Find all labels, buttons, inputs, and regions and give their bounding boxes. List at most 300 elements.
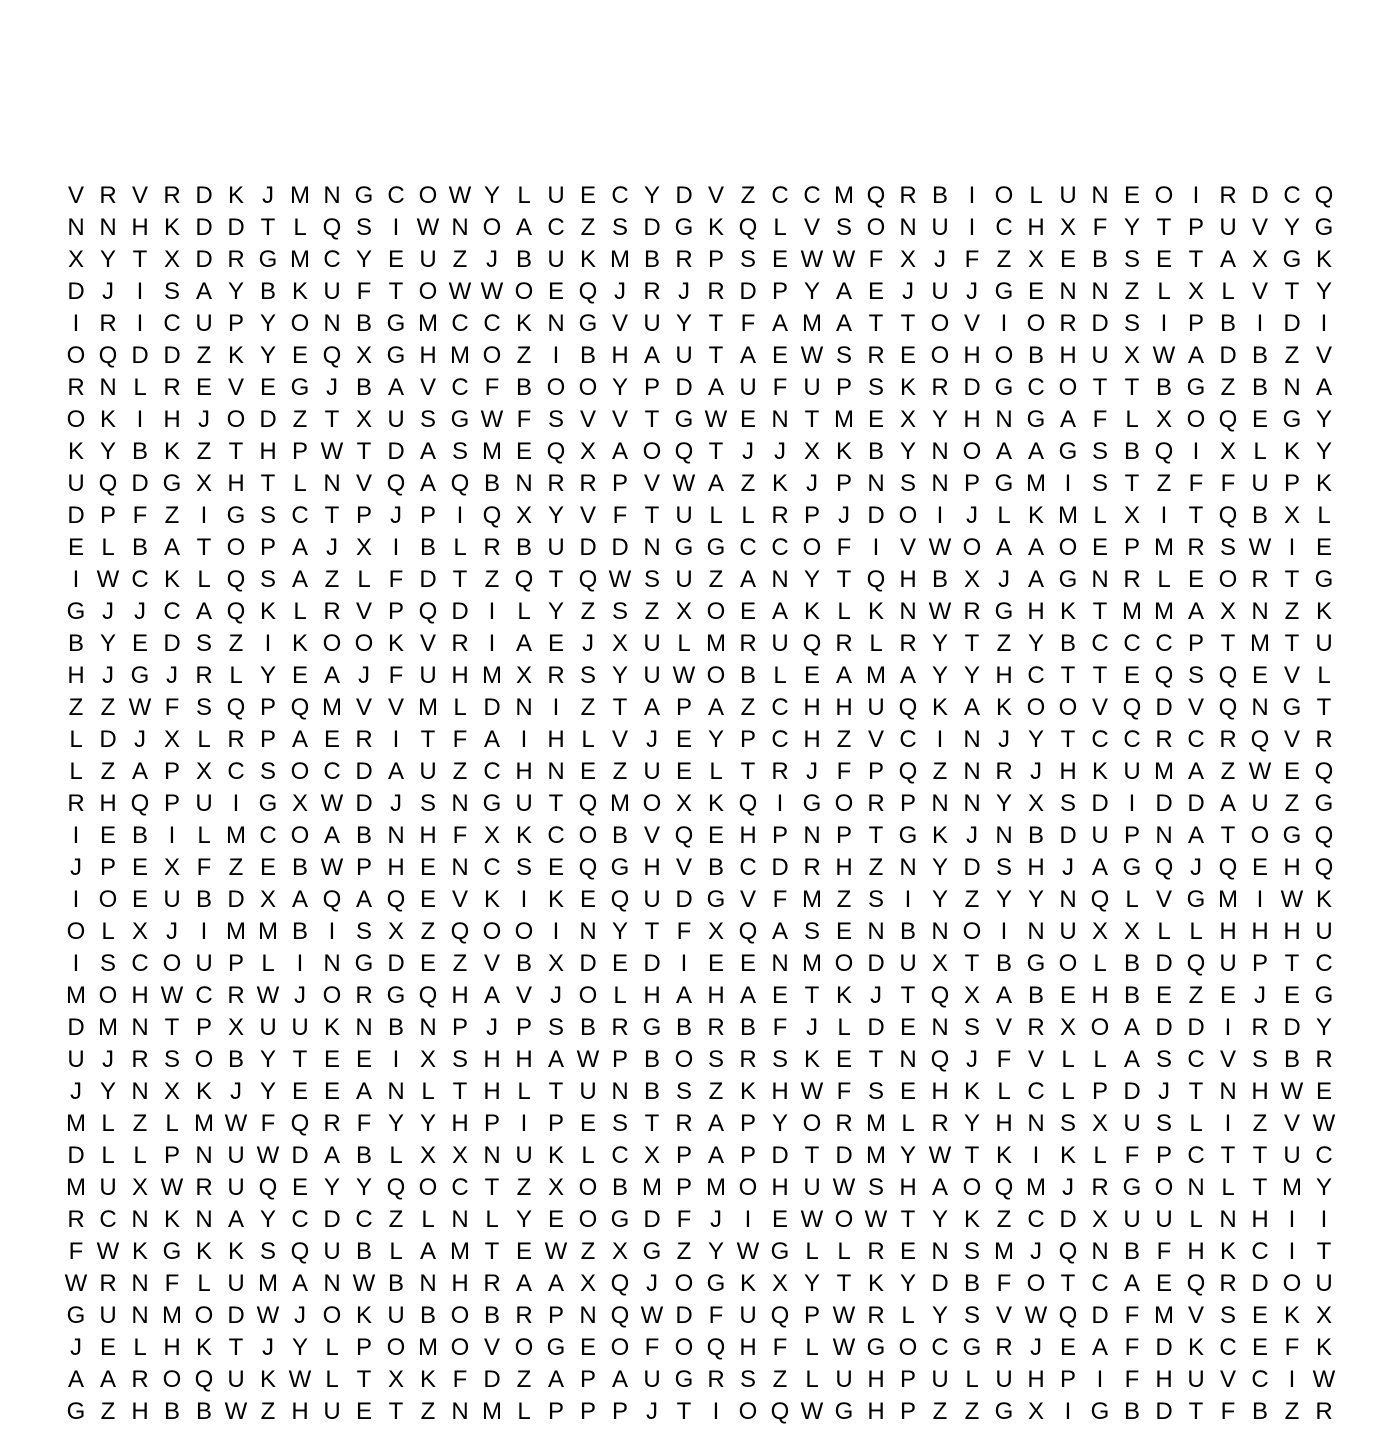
grid-letter: I — [488, 630, 496, 657]
grid-row — [60, 276, 1340, 308]
grid-letter: J — [326, 534, 338, 561]
grid-letter: P — [675, 1142, 692, 1169]
grid-letter: E — [1187, 566, 1204, 593]
grid-letter: W — [800, 246, 824, 273]
grid-letter: U — [547, 534, 565, 561]
grid-letter: T — [804, 406, 820, 433]
grid-letter: A — [419, 470, 436, 497]
grid-row — [60, 724, 1340, 756]
grid-letter: R — [899, 182, 917, 209]
grid-letter: D — [1155, 950, 1173, 977]
grid-letter: E — [707, 822, 724, 849]
grid-letter: J — [806, 1014, 818, 1041]
grid-letter: G — [1186, 886, 1206, 913]
grid-letter: W — [800, 342, 824, 369]
grid-letter: E — [899, 342, 916, 369]
grid-letter: Z — [132, 1110, 148, 1137]
grid-letter: Q — [194, 1366, 214, 1393]
grid-letter: B — [483, 470, 500, 497]
grid-letter: N — [419, 1014, 437, 1041]
grid-letter: U — [739, 374, 757, 401]
grid-letter: X — [1091, 1206, 1108, 1233]
grid-letter: G — [386, 342, 406, 369]
grid-letter: U — [1219, 950, 1237, 977]
grid-letter: R — [99, 182, 117, 209]
grid-letter: E — [867, 406, 884, 433]
grid-letter: D — [611, 534, 629, 561]
grid-letter: V — [1283, 1110, 1300, 1137]
grid-letter: N — [131, 1206, 149, 1233]
grid-letter: A — [995, 438, 1012, 465]
grid-letter: B — [515, 374, 532, 401]
grid-letter: T — [548, 1078, 564, 1105]
grid-letter: D — [131, 342, 149, 369]
grid-letter: D — [1251, 182, 1269, 209]
grid-letter: A — [739, 982, 756, 1009]
grid-letter: L — [133, 1142, 147, 1169]
grid-letter: S — [195, 694, 212, 721]
grid-letter: Y — [259, 662, 276, 689]
grid-letter: X — [611, 1238, 628, 1265]
grid-letter: E — [1315, 1078, 1332, 1105]
grid-letter: X — [483, 822, 500, 849]
grid-letter: B — [1283, 1046, 1300, 1073]
grid-letter: O — [1058, 534, 1078, 561]
grid-letter: E — [1059, 1334, 1076, 1361]
grid-letter: Q — [770, 1302, 790, 1329]
grid-letter: L — [1189, 1110, 1203, 1137]
grid-letter: O — [610, 1334, 630, 1361]
grid-letter: E — [1091, 534, 1108, 561]
grid-letter: F — [772, 1014, 788, 1041]
grid-letter: C — [1187, 1046, 1205, 1073]
grid-letter: P — [1251, 950, 1268, 977]
grid-letter: C — [899, 726, 917, 753]
grid-letter: D — [867, 950, 885, 977]
grid-letter: K — [995, 1142, 1012, 1169]
grid-letter: B — [643, 1046, 660, 1073]
grid-letter: V — [643, 470, 660, 497]
grid-letter: I — [72, 950, 80, 977]
grid-letter: Z — [228, 630, 244, 657]
grid-letter: M — [610, 790, 630, 817]
grid-letter: L — [517, 182, 531, 209]
grid-letter: N — [963, 758, 981, 785]
grid-letter: N — [323, 470, 341, 497]
grid-letter: X — [1155, 406, 1172, 433]
grid-letter: R — [227, 982, 245, 1009]
grid-letter: O — [66, 406, 86, 433]
grid-letter: A — [611, 438, 628, 465]
grid-letter: D — [1059, 1206, 1077, 1233]
grid-letter: L — [709, 502, 723, 529]
grid-letter: O — [482, 918, 502, 945]
grid-letter: R — [1315, 726, 1333, 753]
grid-letter: J — [1062, 854, 1074, 881]
grid-letter: K — [707, 790, 724, 817]
grid-letter: B — [355, 310, 372, 337]
grid-letter: Y — [611, 918, 628, 945]
grid-letter: L — [1125, 406, 1139, 433]
grid-letter: I — [1160, 502, 1168, 529]
grid-letter: S — [963, 1014, 980, 1041]
grid-letter: R — [1219, 1270, 1237, 1297]
grid-letter: Z — [1124, 278, 1140, 305]
grid-letter: K — [547, 1142, 564, 1169]
grid-letter: H — [963, 342, 981, 369]
grid-letter: Y — [291, 1334, 308, 1361]
grid-letter: B — [195, 1398, 212, 1425]
grid-letter: Y — [1027, 886, 1044, 913]
grid-row — [60, 692, 1340, 724]
grid-letter: O — [1090, 1014, 1110, 1041]
grid-letter: Q — [546, 438, 566, 465]
grid-letter: O — [994, 342, 1014, 369]
grid-letter: X — [419, 1142, 436, 1169]
grid-letter: O — [834, 790, 854, 817]
grid-letter: W — [672, 470, 696, 497]
grid-letter: Y — [1123, 214, 1140, 241]
grid-letter: U — [1123, 1206, 1141, 1233]
grid-letter: E — [1315, 534, 1332, 561]
grid-letter: V — [1251, 278, 1268, 305]
grid-letter: R — [1091, 1174, 1109, 1201]
grid-letter: Z — [996, 630, 1012, 657]
grid-letter: V — [387, 694, 404, 721]
grid-letter: N — [323, 1270, 341, 1297]
grid-letter: R — [99, 310, 117, 337]
grid-letter: F — [68, 1238, 84, 1265]
grid-letter: Y — [547, 502, 564, 529]
grid-letter: U — [867, 694, 885, 721]
grid-letter: Z — [100, 694, 116, 721]
grid-letter: E — [675, 758, 692, 785]
grid-letter: Q — [1314, 822, 1334, 849]
grid-letter: A — [195, 278, 212, 305]
grid-letter: P — [835, 374, 852, 401]
grid-letter: P — [99, 854, 116, 881]
grid-letter: B — [1123, 950, 1140, 977]
grid-letter: O — [322, 982, 342, 1009]
grid-letter: X — [515, 662, 532, 689]
grid-letter: P — [579, 1366, 596, 1393]
grid-letter: U — [547, 246, 565, 273]
grid-letter: S — [675, 1078, 692, 1105]
grid-letter: M — [258, 918, 278, 945]
grid-letter: L — [1061, 1046, 1075, 1073]
grid-letter: K — [259, 598, 276, 625]
grid-letter: E — [515, 438, 532, 465]
grid-letter: F — [1156, 1238, 1172, 1265]
grid-letter: B — [1123, 438, 1140, 465]
grid-letter: K — [1219, 1238, 1236, 1265]
grid-letter: D — [963, 854, 981, 881]
grid-letter: F — [164, 694, 180, 721]
grid-letter: F — [452, 726, 468, 753]
grid-letter: I — [1288, 1206, 1296, 1233]
grid-letter: V — [1219, 1366, 1236, 1393]
grid-letter: N — [1091, 182, 1109, 209]
grid-letter: I — [872, 534, 880, 561]
grid-letter: R — [1123, 566, 1141, 593]
grid-letter: Y — [803, 566, 820, 593]
grid-letter: O — [450, 1302, 470, 1329]
grid-letter: U — [835, 1366, 853, 1393]
grid-letter: A — [611, 1366, 628, 1393]
grid-letter: Y — [899, 438, 916, 465]
grid-letter: D — [675, 374, 693, 401]
grid-letter: C — [1315, 1142, 1333, 1169]
grid-letter: I — [552, 694, 560, 721]
grid-letter: Y — [707, 726, 724, 753]
grid-letter: N — [995, 822, 1013, 849]
grid-letter: B — [355, 822, 372, 849]
grid-letter: K — [1315, 246, 1332, 273]
grid-letter: N — [547, 310, 565, 337]
grid-letter: O — [546, 374, 566, 401]
grid-letter: S — [579, 662, 596, 689]
grid-letter: G — [1282, 246, 1302, 273]
grid-letter: Z — [196, 342, 212, 369]
grid-letter: C — [1187, 726, 1205, 753]
grid-letter: T — [612, 694, 628, 721]
grid-letter: H — [483, 1078, 501, 1105]
grid-letter: J — [262, 1334, 274, 1361]
grid-letter: W — [640, 1302, 664, 1329]
grid-letter: G — [1026, 950, 1046, 977]
grid-letter: Q — [418, 598, 438, 625]
grid-letter: B — [611, 822, 628, 849]
grid-row — [60, 1364, 1340, 1396]
grid-letter: Y — [931, 406, 948, 433]
grid-letter: D — [579, 950, 597, 977]
grid-letter: R — [1251, 566, 1269, 593]
grid-letter: O — [930, 310, 950, 337]
grid-letter: L — [1093, 950, 1107, 977]
grid-letter: Z — [452, 758, 468, 785]
grid-letter: E — [515, 1238, 532, 1265]
grid-letter: L — [965, 1366, 979, 1393]
grid-letter: J — [390, 502, 402, 529]
grid-row — [60, 660, 1340, 692]
grid-letter: W — [224, 1398, 248, 1425]
grid-letter: L — [197, 1270, 211, 1297]
grid-letter: P — [867, 758, 884, 785]
grid-letter: E — [899, 1078, 916, 1105]
grid-letter: O — [290, 310, 310, 337]
grid-letter: S — [547, 1014, 564, 1041]
grid-letter: B — [387, 1014, 404, 1041]
grid-letter: W — [832, 1334, 856, 1361]
grid-letter: S — [419, 406, 436, 433]
grid-letter: W — [1152, 342, 1176, 369]
grid-letter: C — [739, 854, 757, 881]
grid-letter: S — [419, 790, 436, 817]
grid-letter: H — [867, 1398, 885, 1425]
grid-letter: W — [544, 1238, 568, 1265]
grid-letter: Z — [996, 246, 1012, 273]
grid-letter: W — [800, 1398, 824, 1425]
grid-letter: N — [387, 1078, 405, 1105]
grid-letter: N — [643, 534, 661, 561]
grid-letter: Y — [803, 1270, 820, 1297]
grid-letter: D — [1251, 1270, 1269, 1297]
grid-letter: D — [323, 1206, 341, 1233]
grid-letter: L — [421, 1078, 435, 1105]
grid-letter: L — [101, 1110, 115, 1137]
grid-letter: A — [323, 1142, 340, 1169]
grid-letter: T — [1092, 662, 1108, 689]
grid-letter: S — [867, 374, 884, 401]
grid-letter: W — [736, 1238, 760, 1265]
grid-letter: F — [452, 1366, 468, 1393]
grid-letter: P — [899, 1398, 916, 1425]
grid-letter: E — [579, 758, 596, 785]
grid-letter: Q — [226, 598, 246, 625]
grid-letter: L — [581, 726, 595, 753]
grid-letter: Y — [387, 1110, 404, 1137]
grid-letter: W — [256, 1142, 280, 1169]
grid-letter: P — [195, 1014, 212, 1041]
grid-letter: T — [356, 1366, 372, 1393]
grid-letter: A — [1187, 598, 1204, 625]
grid-letter: T — [644, 406, 660, 433]
grid-row — [60, 980, 1340, 1012]
grid-letter: H — [451, 1110, 469, 1137]
grid-letter: B — [163, 1398, 180, 1425]
grid-letter: C — [99, 1206, 117, 1233]
grid-letter: O — [674, 1046, 694, 1073]
grid-letter: G — [834, 1398, 854, 1425]
grid-letter: V — [675, 854, 692, 881]
grid-letter: L — [1189, 1206, 1203, 1233]
grid-row — [60, 820, 1340, 852]
grid-letter: Y — [355, 1174, 372, 1201]
grid-letter: M — [642, 1174, 662, 1201]
grid-letter: L — [805, 1334, 819, 1361]
grid-letter: V — [1187, 1302, 1204, 1329]
grid-letter: A — [323, 662, 340, 689]
grid-letter: K — [995, 694, 1012, 721]
grid-letter: N — [963, 726, 981, 753]
grid-letter: S — [1091, 470, 1108, 497]
grid-letter: F — [388, 566, 404, 593]
grid-letter: K — [739, 1078, 756, 1105]
grid-letter: X — [355, 342, 372, 369]
grid-letter: S — [547, 406, 564, 433]
grid-letter: Z — [420, 918, 436, 945]
grid-letter: D — [835, 1142, 853, 1169]
grid-letter: Q — [1058, 1238, 1078, 1265]
grid-letter: S — [867, 886, 884, 913]
grid-letter: N — [1251, 694, 1269, 721]
grid-letter: F — [836, 758, 852, 785]
grid-letter: W — [320, 438, 344, 465]
grid-letter: O — [674, 1270, 694, 1297]
grid-letter: R — [899, 630, 917, 657]
grid-letter: Z — [516, 342, 532, 369]
grid-letter: I — [488, 598, 496, 625]
grid-letter: C — [1027, 1078, 1045, 1105]
grid-letter: M — [1154, 758, 1174, 785]
grid-letter: A — [931, 1174, 948, 1201]
grid-letter: P — [675, 694, 692, 721]
grid-letter: U — [1251, 790, 1269, 817]
grid-letter: R — [67, 374, 85, 401]
grid-letter: L — [1221, 1174, 1235, 1201]
grid-letter: N — [1091, 278, 1109, 305]
grid-letter: B — [931, 566, 948, 593]
grid-letter: T — [484, 1238, 500, 1265]
grid-letter: L — [581, 1142, 595, 1169]
grid-letter: W — [1280, 886, 1304, 913]
grid-letter: G — [642, 1238, 662, 1265]
grid-letter: C — [803, 182, 821, 209]
grid-letter: U — [323, 1238, 341, 1265]
grid-letter: K — [227, 182, 244, 209]
grid-row — [60, 852, 1340, 884]
grid-letter: D — [1187, 790, 1205, 817]
grid-letter: K — [1283, 438, 1300, 465]
grid-letter: V — [867, 726, 884, 753]
grid-letter: W — [480, 278, 504, 305]
grid-letter: U — [803, 1174, 821, 1201]
grid-letter: E — [291, 1174, 308, 1201]
grid-letter: Z — [740, 182, 756, 209]
grid-letter: M — [98, 1014, 118, 1041]
grid-letter: R — [963, 598, 981, 625]
grid-letter: G — [1186, 374, 1206, 401]
grid-letter: J — [134, 598, 146, 625]
grid-letter: C — [995, 214, 1013, 241]
grid-letter: K — [259, 1366, 276, 1393]
grid-letter: W — [928, 598, 952, 625]
grid-letter: Y — [259, 1206, 276, 1233]
grid-letter: U — [1251, 470, 1269, 497]
grid-letter: C — [451, 1174, 469, 1201]
grid-letter: T — [644, 1110, 660, 1137]
grid-letter: T — [708, 438, 724, 465]
grid-letter: G — [898, 822, 918, 849]
grid-letter: S — [1059, 790, 1076, 817]
grid-letter: O — [514, 278, 534, 305]
grid-letter: F — [772, 1334, 788, 1361]
grid-letter: R — [707, 278, 725, 305]
grid-letter: D — [67, 502, 85, 529]
grid-letter: D — [163, 342, 181, 369]
grid-letter: B — [995, 950, 1012, 977]
grid-letter: A — [419, 1238, 436, 1265]
grid-letter: H — [1027, 598, 1045, 625]
grid-letter: U — [643, 310, 661, 337]
grid-letter: H — [995, 1110, 1013, 1137]
grid-letter: H — [99, 790, 117, 817]
grid-letter: S — [867, 1078, 884, 1105]
grid-letter: F — [772, 374, 788, 401]
grid-letter: A — [739, 342, 756, 369]
grid-letter: B — [515, 246, 532, 273]
grid-letter: K — [195, 1238, 212, 1265]
grid-letter: O — [322, 1302, 342, 1329]
grid-letter: I — [936, 726, 944, 753]
grid-letter: N — [579, 1302, 597, 1329]
grid-letter: M — [1154, 1302, 1174, 1329]
grid-letter: X — [547, 1174, 564, 1201]
grid-letter: L — [1189, 918, 1203, 945]
grid-letter: I — [136, 278, 144, 305]
grid-letter: B — [579, 342, 596, 369]
grid-row — [60, 884, 1340, 916]
